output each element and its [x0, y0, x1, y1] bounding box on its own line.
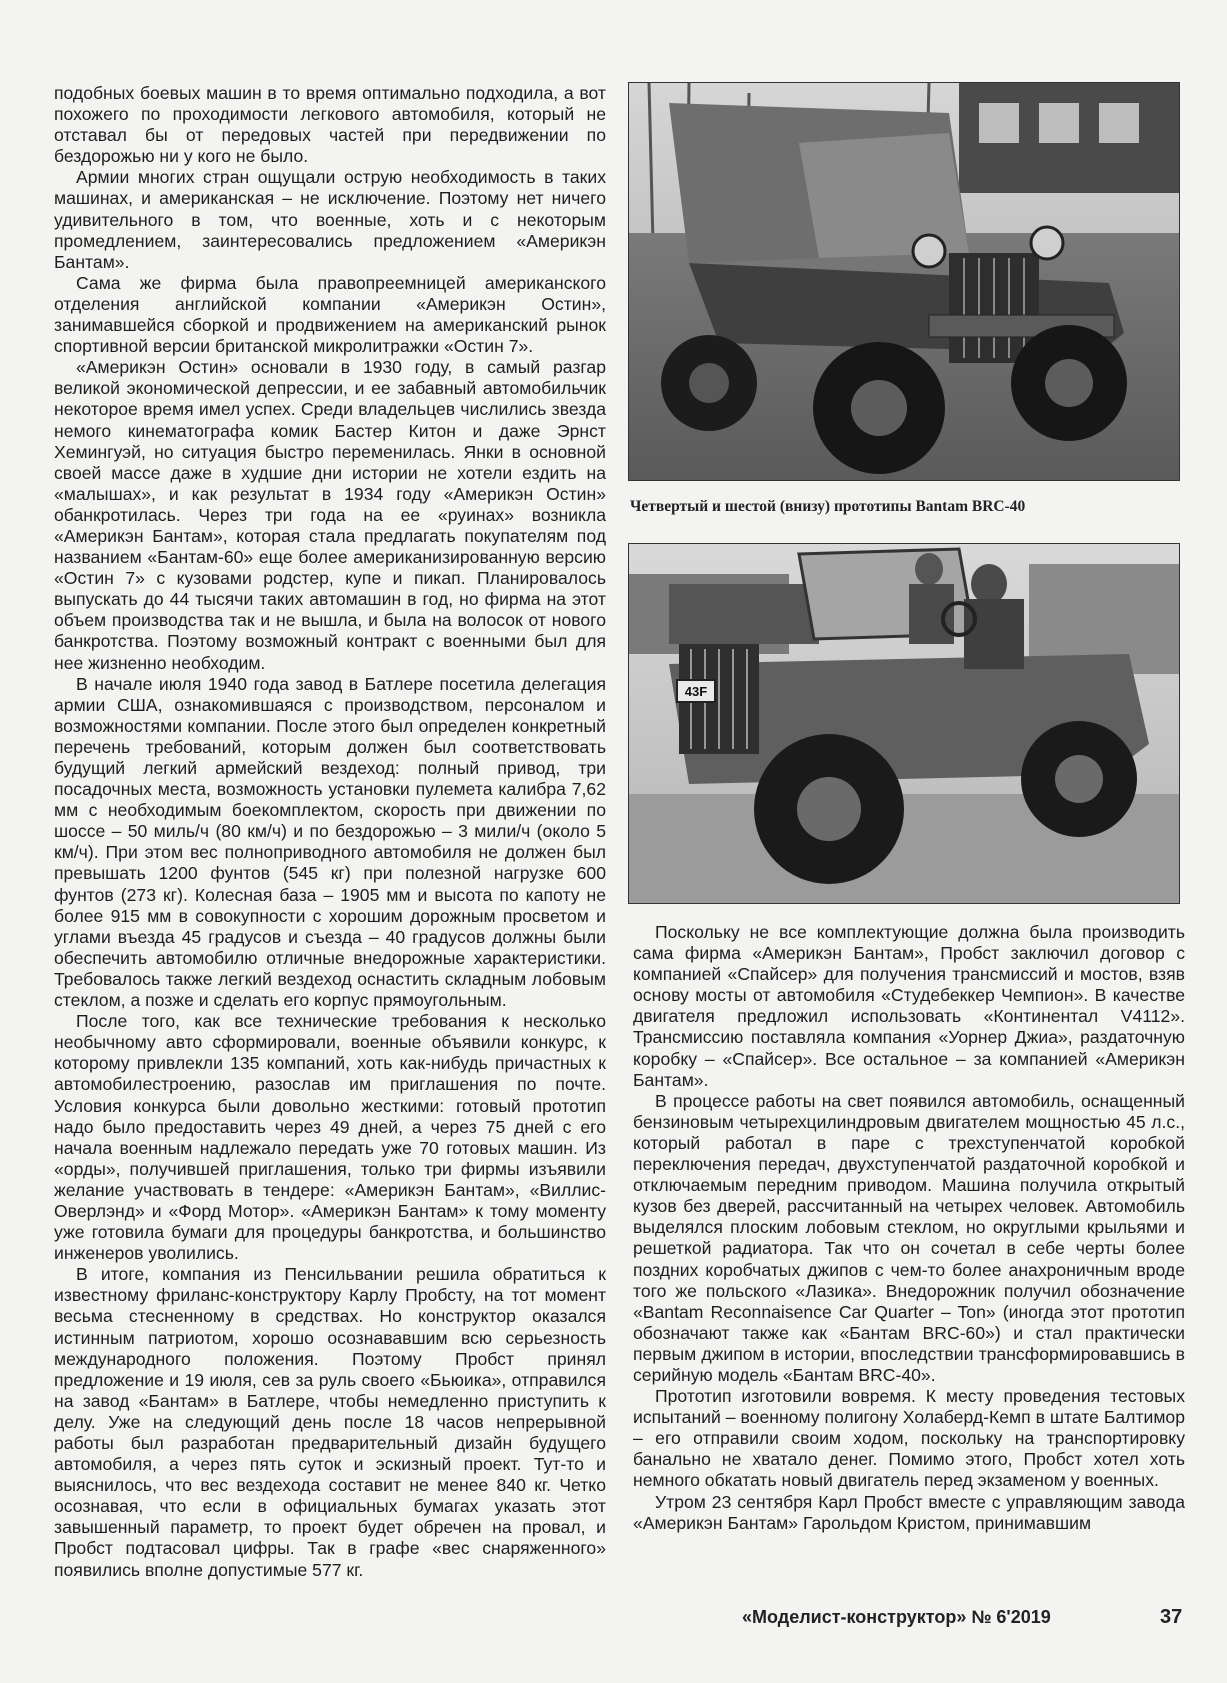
- paragraph: Сама же фирма была правопреемницей американского отделения английской компании «Америкэн Остин», занимавшейся сборкой и продвижением на американский рынок спортивной версии британской микролитражки «Остин 7».: [54, 272, 606, 357]
- magazine-issue-footer: «Моделист-конструктор» № 6'2019: [742, 1607, 1051, 1627]
- paragraph: В процессе работы на свет появился автомобиль, оснащенный бензиновым четырехцилиндровым двигателем мощностью 45 л.с., который работал в паре с трехступенчатой коробкой переключения передач, двухступенчатой раздаточной коробкой и отключаемым передним приводом. Машина получила открытый кузов без дверей, рассчитанный на четырех человек. Автомобиль выделялся плоским лобовым стеклом, но округлыми крыльями и решеткой радиатора. Так что он сочетал в себе черты более поздних коробчатых джипов с чем-то более анахроничным вроде того же польского «Лазика». Внедорожник получил обозначение «Bantam Reconnaisence Car Quarter – Ton» (иногда этот прототип обозначают также как «Бантам BRC-60») и стал практически первым джипом в истории, впоследствии трансформировавшись в серийную модель «Бантам BRC-40».: [633, 1090, 1185, 1385]
- paragraph: «Америкэн Остин» основали в 1930 году, в самый разгар великой экономической депрессии, и ее забавный автомобильчик некоторое время имел успех. Среди владельцев числились звезда немого кинематографа комик Бастер Китон и даже Эрнст Хемингуэй, но ситуация быстро переменилась. Янки в основной своей массе даже в худшие дни истории не хотели ездить на «малышах», и как результат в 1934 году «Америкэн Остин» обанкротилась. Через три года на ее «руинах» возникла «Америкэн Бантам», которая стала предлагать покупателям под названием «Бантам-60» еще более американизированную версию «Остин 7» с кузовами родстер, купе и пикап. Планировалось выпускать до 44 тысячи таких автомашин в год, но фирма на этот объем производства так и не вышла, и была на волосок от нового банкротства. Поэтому возможный контракт с военными был для нее жизненно необходим.: [54, 357, 606, 673]
- paragraph: В начале июля 1940 года завод в Батлере посетила делегация армии США, ознакомившаяся с производством, персоналом и возможностями компании. После этого был определен конкретный перечень требований, которым должен был соответствовать будущий легкий армейский вездеход: полный привод, три посадочных места, возможность установки пулемета калибра 7,62 мм с необходимым боекомплектом, скорость при движении по шоссе – 50 миль/ч (80 км/ч) и по бездорожью – 3 мили/ч (около 5 км/ч). При этом вес полноприводного автомобиля не должен был превышать 1200 фунтов (545 кг) при полезной нагрузке 600 фунтов (273 кг). Колесная база – 1905 мм и высота по капоту не более 915 мм в совокупности с хорошим дорожным просветом и углами въезда 45 градусов и съезда – 40 градусов должны были обеспечить автомобилю отличные внедорожные характеристики. Требовалось также легкий вездеход оснастить складным лобовым стеклом, а позже и сделать его корпус прямоугольным.: [54, 673, 606, 1011]
- page-number: 37: [1160, 1606, 1183, 1628]
- photo-bantam-brc40-bottom: [628, 543, 1180, 904]
- paragraph: подобных боевых машин в то время оптимально подходила, а вот похожего по проходимости легкового автомобиля, который не отставал бы от передовых частей при передвижении по бездорожью ни у кого не было.: [54, 83, 606, 167]
- paragraph: В итоге, компания из Пенсильвании решила обратиться к известному фриланс-конструктору Карлу Пробсту, на тот момент весьма стесненному в средствах. Но конструктор оказался истинным патриотом, хорошо осознававшим всю серьезность международного положения. Поэтому Пробст принял предложение и 19 июля, сев за руль своего «Бьюика», отправился на завод «Бантам» в Батлере, чтобы немедленно приступить к делу. Уже на следующий день после 18 часов непрерывной работы был разработан предварительный дизайн будущего автомобиля, а через пять суток и эскизный проект. Тут-то и выяснилось, что вес вездехода составит не менее 840 кг. Четко осознавая, что если в официальных бумагах указать этот завышенный параметр, то проект будет обречен на провал, и Пробст подтасовал цифры. Так в графе «вес снаряженного» появились вполне допустимые 577 кг.: [54, 1264, 606, 1580]
- photo-bantam-prototype-top: [628, 82, 1180, 481]
- left-text-column: [54, 83, 606, 1581]
- license-plate-text: 43F: [684, 684, 708, 699]
- paragraph: Армии многих стран ощущали острую необходимость в таких машинах, и американская – не исключение. Поэтому нет ничего удивительного в том, что военные, хоть и с некоторым промедлением, заинтересовались предложением «Америкэн Бантам».: [54, 167, 606, 272]
- right-text-column: [633, 922, 1185, 1534]
- paragraph: Прототип изготовили вовремя. К месту проведения тестовых испытаний – военному полигону Холаберд-Кемп в штате Балтимор – его отправили своим ходом, поскольку на транспортировку банально не хватало денег. Помимо этого, Пробст хотел хоть немного обкатать новый двигатель перед экзаменом у военных.: [633, 1386, 1185, 1491]
- paragraph: Утром 23 сентября Карл Пробст вместе с управляющим завода «Америкэн Бантам» Гарольдом Кристом, принимавшим: [633, 1491, 1185, 1533]
- photo-caption: Четвертый и шестой (внизу) прототипы Bantam BRC-40: [630, 498, 1026, 515]
- paragraph: После того, как все технические требования к несколько необычному авто сформировали, военные объявили конкурс, к которому привлекли 135 компаний, хоть как-нибудь причастных к автомобилестроению, разослав им приглашения по почте. Условия конкурса были довольно жесткими: готовый прототип надо было предоставить через 49 дней, а через 75 дней с его начала военным надлежало передать уже 70 готовых машин. Из «орды», получившей приглашения, только три фирмы изъявили желание участвовать в тендере: «Америкэн Бантам», «Виллис-Оверлэнд» и «Форд Мотор». «Америкэн Бантам» к тому моменту уже готовила бумаги для процедуры банкротства, и большинство инженеров уволились.: [54, 1011, 606, 1264]
- paragraph: Поскольку не все комплектующие должна была производить сама фирма «Америкэн Бантам», Пробст заключил договор с компанией «Спайсер» для получения трансмиссий и мостов, взяв основу мосты от автомобиля «Студебеккер Чемпион». В качестве двигателя предложил использовать «Континентал V4112». Трансмиссию поставляла компания «Уорнер Джиа», раздаточную коробку – «Спайсер». Все остальное – за компанией «Америкэн Бантам».: [633, 922, 1185, 1090]
